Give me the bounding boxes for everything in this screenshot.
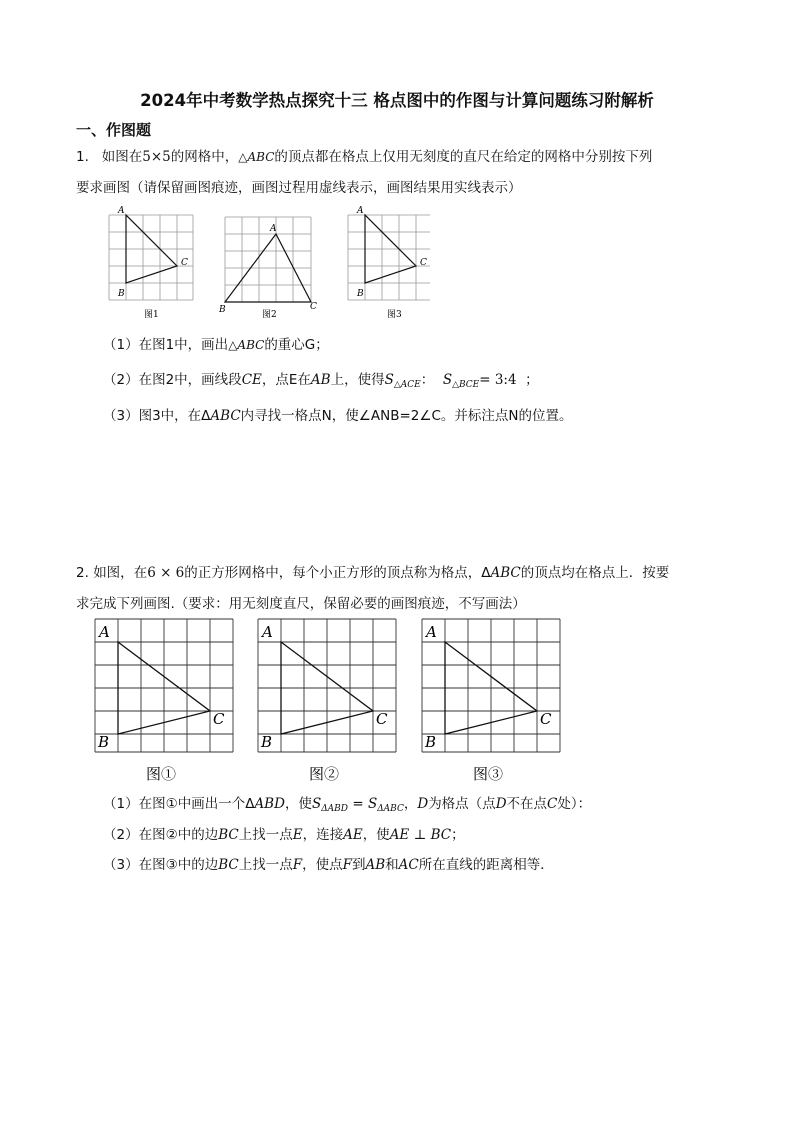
q2-p3-c: ，使点 [302,857,343,873]
q1-fig2-label-b: B [219,305,226,315]
q2-p3-f: F [292,857,303,873]
q1-p1-a: （1）在图1中，画出 [103,337,229,353]
q2-p1-s: S [311,796,322,812]
q2-fig1-label-a: A [99,623,110,641]
q2-p2-a: （2）在图②中的边 [103,827,219,843]
q1-intro-b: 的网格中， [170,149,239,165]
q1-p2-ab: AB [310,372,331,388]
q2-fig3-label-b: B [425,733,437,751]
q2-fig2-label-b: B [261,733,273,751]
q2-p2-end: ； [451,827,465,843]
q2-p2-c: ，连接 [302,827,344,843]
q2-p2-d: ，使 [362,827,390,843]
q2-intro-line2: 求完成下列画图.（要求：用无刻度直尺，保留必要的画图痕迹，不写画法） [76,596,526,612]
q1-intro-a: 如图在 [101,149,143,165]
q2-p3-a: （3）在图③中的边 [103,857,219,873]
q2-p3-ac: AC [398,857,419,873]
q1-p2-s1-sub: △ACE [393,380,421,390]
q2-fig3-grid [422,619,560,752]
q1-p2-s2-sub: △BCE [452,380,480,390]
q2-intro-b: 的正方形网格中，每个小正方形的顶点称为格点，Δ [184,565,491,581]
q2-p1-b: ，使 [284,796,312,812]
q2-fig2-label-a: A [262,623,273,641]
q2-figures [90,612,570,787]
q1-fig3-caption: 图3 [387,310,402,320]
q2-p2-perp: AE ⊥ BC [389,827,452,843]
q2-fig2-grid [258,619,396,752]
q1-fig2-label-c: C [310,302,317,312]
q1-p2-c: 上，使得 [330,372,385,388]
q1-fig1-caption: 图1 [144,310,159,320]
q1-fig2-label-a: A [270,224,277,234]
q2-p1-sub2: ΔABC [377,804,404,814]
q2-triangle: ABC [490,565,521,581]
q2-p1-a: （1）在图①中画出一个Δ [103,796,255,812]
q2-fig3-label-c: C [540,710,552,728]
q1-figures [100,200,430,325]
q1-fig1-label-c: C [181,258,188,268]
q2-p2-e: E [292,827,303,843]
q2-p1-eq: = [348,796,368,812]
q2-intro-c: 的顶点均在格点上．按要 [520,565,670,581]
q1-fig3-label-c: C [420,258,427,268]
q2-p2-bc: BC [218,827,239,843]
q2-p1-d2: D [495,796,507,812]
q1-intro-c: 的顶点都在格点上仅用无刻度的直尺在给定的网格中分别按下列 [274,149,653,165]
q2-p1-sub1: ΔABD [321,804,349,814]
q2-p3-g: 所在直线的距离相等． [418,857,554,873]
q2-p3-ab: AB [365,857,386,873]
q1-p2-b: ，点E在 [261,372,311,388]
q1-p2-s2: S [442,372,453,388]
q2-fig1-label-b: B [98,733,110,751]
q2-part2 [103,823,465,843]
q2-intro-line1 [76,561,669,581]
q2-p2-ae: AE [343,827,363,843]
q2-fig1-grid [95,619,233,752]
q1-p1-b: 的重心G； [264,337,329,353]
q1-fig1-label-a: A [118,206,125,216]
q2-p1-abd: ABD [254,796,285,812]
q1-p1-tri: △ABC [228,338,265,352]
q2-fig3-caption: 图③ [473,765,504,783]
q1-fig3-grid [348,215,430,300]
q2-grid-size: 6 × 6 [147,565,185,581]
q2-p1-c2: C [547,796,558,812]
section-heading: 一、作图题 [76,121,152,139]
q2-p1-d: D [417,796,429,812]
q1-intro-line2: 要求画图（请保留画图痕迹，画图过程用虚线表示，画图结果用实线表示） [76,180,522,196]
q1-fig3-label-a: A [357,206,364,216]
q2-p3-d: 到 [351,857,366,873]
q1-p2-ratio: = 3:4 [479,372,517,388]
q1-number: 1. [76,149,89,165]
q2-p1-s2: S [367,796,378,812]
q1-triangle: △ABC [238,150,275,164]
q1-p2-ce: CE [241,372,262,388]
q1-fig2-grid [225,217,311,302]
q1-p3-b: 内寻找一格点N，使∠ANB=2∠C。并标注点N的位置。 [240,408,573,424]
q2-part3 [103,853,554,873]
q2-p1-f: 不在点 [506,796,548,812]
q2-p2-b: 上找一点 [238,827,293,843]
q1-fig2-caption: 图2 [262,310,277,320]
q2-number: 2. [76,565,89,581]
q2-p1-e: 为格点（点 [428,796,496,812]
q1-p3-abc: ABC [210,408,241,424]
q2-p3-f2: F [342,857,352,873]
q1-p2-colon: ： [420,372,435,388]
q2-p3-b: 上找一点 [238,857,293,873]
q1-fig3-label-b: B [357,289,364,299]
q1-p2-end: ； [525,372,539,388]
q1-p2-a: （2）在图2中，画线段 [103,372,242,388]
q1-fig1-label-b: B [118,289,125,299]
q1-p2-s1: S [384,372,394,388]
q2-p1-c: ， [403,796,418,812]
q2-fig2-caption: 图② [309,765,340,783]
q2-p1-g: 处）： [557,796,592,812]
q2-fig2-label-c: C [376,710,388,728]
q2-fig1-label-c: C [213,710,225,728]
q1-part1 [103,333,329,353]
q1-p3-a: （3）图3中，在Δ [103,408,211,424]
q2-intro-a: 如图，在 [93,565,148,581]
q2-p3-bc: BC [218,857,239,873]
q1-intro-line1 [76,145,652,165]
q1-part3 [103,404,573,424]
q2-fig1-caption: 图① [146,765,177,783]
q2-part1 [103,792,591,814]
q1-grid-size: 5×5 [142,149,171,165]
q2-p3-e: 和 [385,857,399,873]
page-title: 2024年中考数学热点探究十三 格点图中的作图与计算问题练习附解析 [140,91,654,110]
q1-part2 [103,368,539,390]
q2-fig3-label-a: A [426,623,437,641]
